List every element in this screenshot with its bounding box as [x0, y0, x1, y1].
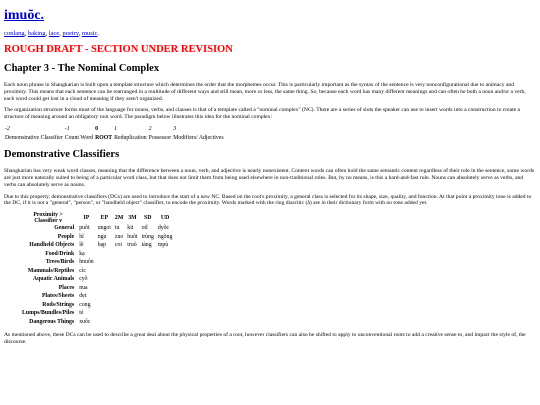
column-header: 3M [128, 215, 137, 222]
table-row [20, 241, 174, 250]
table-cell: nua [79, 284, 88, 291]
closing-paragraph: As mentioned above, these DCs can be used to describe a great deal about the physical properties of a root, however classifiers can also be shifted to apply to unconventional roots to add a creative sense to, and impact the style of, the discourse. [4, 332, 526, 345]
row-header: Food/Drink [45, 250, 75, 257]
draft-notice: ROUGH DRAFT - SECTION UNDER REVISION [4, 44, 233, 55]
table-row [20, 233, 174, 242]
nav-separator: , [45, 30, 49, 37]
nav-link-baking[interactable]: baking [27, 30, 46, 37]
table-cell: dẹt [79, 293, 87, 300]
slot-number: 3 [173, 126, 177, 133]
slot-label: Count Word [64, 135, 94, 142]
nav-link-music[interactable]: music [81, 30, 98, 37]
table-cell: puõt [79, 225, 90, 232]
table-cell: cyõ [79, 276, 88, 283]
nav-separator: , [59, 30, 63, 37]
table-row [20, 301, 174, 310]
table-cell: kạ [79, 250, 85, 257]
nav-links [4, 30, 536, 37]
column-header: 2M [114, 215, 124, 222]
nominal-complex-table [4, 126, 225, 141]
slot-number: 0 [95, 126, 98, 133]
slot-label: Reduplication [114, 135, 147, 142]
table-cell: cong [79, 301, 91, 308]
slot-label: Modifiers/ Adjectives [173, 135, 224, 142]
table-cell: ungoi [97, 225, 111, 232]
table-cell: kit [127, 225, 134, 232]
chapter-title: Chapter 3 - The Nominal Complex [4, 63, 160, 74]
row-header: Mammals/Reptiles [27, 267, 75, 274]
column-header: UD [160, 215, 170, 222]
table-row [20, 318, 174, 327]
slot-label: ROOT [95, 135, 113, 142]
column-header: SD [144, 215, 152, 222]
table-cell: dyõc [157, 225, 170, 232]
intro-paragraph-2: The organization structure forms most of the language for nouns, verbs, and clauses is that of a template called a "nominal complex" (NC). There are a series of slots the speaker can use to insert words into a construction to create a structure of meaning around an obligatory root word. The paradigm below illustrates this idea for the nominal complex: [4, 107, 521, 121]
slot-number: -2 [5, 126, 10, 133]
column-header: IP [83, 215, 90, 222]
table-cell: truò [127, 242, 137, 249]
slot-label: Demonstrative Classifier [5, 135, 63, 142]
row-header: Handheld Objects [29, 242, 75, 249]
table-cell: ngõng [157, 233, 173, 240]
table-cell: huõt [127, 233, 138, 240]
table-cell: coi [114, 242, 123, 249]
table-row [20, 275, 174, 284]
row-header: People [57, 233, 75, 240]
table-cell: zuo [114, 233, 124, 240]
table-row [20, 250, 174, 259]
table-row [20, 309, 174, 318]
slot-label-row [4, 135, 225, 141]
table-row [20, 267, 174, 276]
table-cell: cìc [79, 267, 86, 274]
table-row [20, 292, 174, 301]
table-row [20, 258, 174, 267]
slot-number: 2 [148, 126, 152, 133]
row-header: Trees/Birds [45, 259, 75, 266]
nav-link-poetry[interactable]: poetry [62, 30, 79, 37]
row-header: Aquatic Animals [32, 276, 75, 283]
table-cell: trùng [141, 233, 154, 240]
table-cell: lẽ [79, 242, 84, 249]
table-corner-header: Proximity > Classifier v [33, 212, 63, 225]
row-header: Rods/Strings [42, 301, 75, 308]
dc-paragraph-1: Shangkarian has very weak word classes, meaning that the difference between a noun, verb, and adjective is nearly nonexistent. Content words can often hold the same semantic content regardless of their role in the sentence, some words are just more naturally suited to being of a particular word class, but that does not limit them from being used elsewhere in non-traditional roles. But, by no means, is this a hard-and-fast rule. Nouns can absolutely serve as verbs, and verbs can absolutely serve as nouns. [4, 168, 535, 188]
table-cell: tu [114, 225, 120, 232]
table-cell: hạp [97, 242, 107, 249]
site-title[interactable]: imuõc. [4, 8, 45, 23]
demonstrative-classifier-table [20, 212, 174, 326]
intro-paragraph-1: Each noun phrase in Shangkarian is built upon a template structure which determines the order that the morphemes occur. This is particularly important as the syntax of the sentence is very nonconfigurational due to animacy and proximity. This means that each sentence can be rearranged in a multitude of different ways and still mean, more or less, the same thing. So, because each word has many different meanings and can often be both a noun and/or a verb, each word could get lost in a cloud of meaning if they aren't organized. [4, 82, 526, 102]
table-cell: hĩ [79, 233, 84, 240]
slot-number: -1 [64, 126, 70, 133]
nav-link-conlang[interactable]: conlang [4, 30, 25, 37]
table-cell: ngu [97, 233, 107, 240]
section-title: Demonstrative Classifiers [4, 149, 120, 161]
column-header: EP [100, 215, 109, 222]
row-header: Dangerous Things [29, 318, 75, 325]
nav-separator: , [78, 30, 82, 37]
table-row [20, 284, 174, 293]
dc-paragraph-2: Due to this property, demonstrative classifiers (DCs) are used to introduce the start of a new NC. Based on the root's proximity, a general class is selected for its shape, size, quality, and function. At that point a proximity tone is added to the DC, if it is not a "general", "person", or "handheld object" classifier, to encode the proximity. Words marked with the ring diacritic (å) are in their dictionary form with no tone added yet. [4, 193, 532, 207]
nav-separator: , [24, 30, 28, 37]
table-cell: tẻ [79, 310, 84, 317]
slot-number: 1 [114, 126, 118, 133]
row-header: Plates/Sheets [42, 293, 75, 300]
table-row [20, 224, 174, 233]
nav-separator: . [97, 30, 100, 37]
row-header: Places [58, 284, 75, 291]
row-header: Lumps/Bundles/Piles [22, 310, 75, 317]
table-cell: xuôc [79, 318, 91, 325]
nav-link-lace[interactable]: lace [48, 30, 60, 37]
slot-number-row [4, 126, 225, 135]
slot-label: Possessor [148, 135, 172, 142]
table-cell: mpù [157, 242, 169, 249]
table-cell: otl [141, 225, 148, 232]
table-cell: tảng [141, 242, 152, 249]
table-cell: hnuõn [79, 259, 94, 266]
row-header: General [54, 225, 75, 232]
